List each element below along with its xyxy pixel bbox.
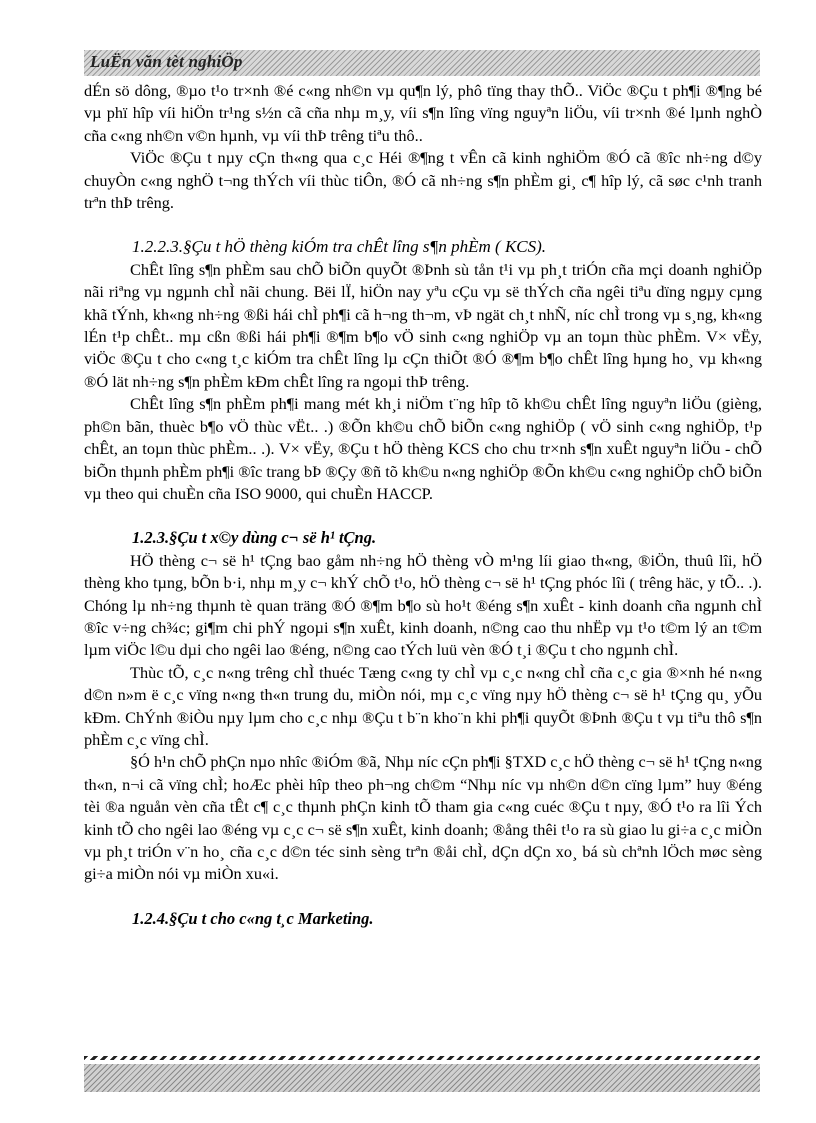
document-body	[84, 80, 762, 930]
header-band	[84, 50, 760, 76]
section-heading-kcs: 1.2.2.3.§Çu t hÖ thèng kiÓm tra chÊt lîng s¶n phÈm ( KCS).	[132, 237, 547, 257]
paragraph: Thùc tÕ, c¸c n«ng trêng chÌ thuéc Tæng c«ng ty chÌ vµ c¸c n«ng chÌ cña c¸c gia ®×nh hé n«ng d©n n»m ë c¸c vïng n«ng th«n trung du, miÒn nói, mµ c¸c vïng nµy hÖ thèng c¬ së h¹ tÇng qu¸ yÕu kÐm. ChÝnh ®iÒu nµy lµm cho c¸c nhµ ®Çu t b¨n kho¨n khi ph¶i quyÕt ®Þnh ®Çu t vµ tiªu thô s¶n phÈm c¸c vïng chÌ.	[84, 662, 762, 749]
paragraph: ViÖc ®Çu t nµy cÇn th«ng qua c¸c Héi ®¶ng t vÊn cã kinh nghiÖm ®Ó cã ®îc nh÷ng d©y chuyÒn c«ng nghÖ t¬ng thÝch víi thùc tiÔn, ®Ó cã nh÷ng s¶n phÈm gi¸ c¶ hîp lý, cã søc c¹nh tranh trªn thÞ trêng.	[84, 148, 762, 213]
footer-divider	[84, 1056, 760, 1060]
footer-band	[84, 1064, 760, 1092]
paragraph: §Ó h¹n chÕ phÇn nµo nhîc ®iÓm ®ã, Nhµ níc cÇn ph¶i §TXD c¸c hÖ thèng c¬ së h¹ tÇng n«ng th«n, n¬i cã vïng chÌ; hoÆc phèi hîp theo ph¬ng ch©m “Nhµ níc vµ nh©n d©n cïng lµm” huy ®éng tèi ®a nguån vèn cña tÊt c¶ c¸c thµnh phÇn kinh tÕ tham gia c«ng cuéc ®Çu t nµy, ®Ó t¹o ra lîi Ých kinh tÕ cho ngêi lao ®éng vµ c¸c c¬ së s¶n xuÊt, kinh doanh; ®ång thêi t¹o ra sù giao lu gi÷a c¸c miÒn vµ ph¸t triÓn v¨n ho¸ cña c¸c d©n téc sinh sèng trªn ®åi chÌ, dÇn dÇn xo¸ bá sù chªnh lÖch møc sèng gi÷a miÒn nói vµ miÒn xu«i.	[84, 752, 762, 884]
section-heading-marketing: 1.2.4.§Çu t cho c«ng t¸c Marketing.	[132, 908, 374, 928]
section-heading-infrastructure: 1.2.3.§Çu t x©y dùng c¬ së h¹ tÇng.	[132, 528, 377, 548]
running-header-title: LuËn văn tèt nghiÖp	[90, 52, 243, 71]
paragraph: ChÊt lîng s¶n phÈm sau chÕ biÕn quyÕt ®Þnh sù tån t¹i vµ ph¸t triÓn cña mçi doanh nghiÖp nãi riªng vµ ngµnh chÌ nãi chung. Bëi lÏ, hiÖn nay yªu cÇu vµ së thÝch cña ngêi tiªu dïng ngµy cµng khã tÝnh, kh«ng nh÷ng ®ßi hái chÌ ph¶i cã h¬ng th¬m, vÞ ngät ch¸t nhÑ, níc chÌ trong vµ s¸ng, kh«ng lÉn t¹p chÊt.. mµ cßn ®ßi hái ph¶i ®¶m b¶o vÖ sinh c«ng nghiÖp vµ an toµn thùc phÈm. V× vËy, viÖc ®Çu t cho c«ng t¸c kiÓm tra chÊt lîng lµ cÇn thiÕt ®Ó ®¶m b¶o chÊt lîng hµng ho¸ vµ kh«ng ®Ó lät nh÷ng s¶n phÈm kÐm chÊt lîng ra ngoµi thÞ trêng.	[84, 259, 762, 391]
paragraph: HÖ thèng c¬ së h¹ tÇng bao gåm nh÷ng hÖ thèng vÒ m¹ng líi giao th«ng, ®iÖn, thuû lîi, hÖ thèng kho tµng, bÕn b·i, nhµ m¸y c¬ khÝ chÕ t¹o, hÖ thèng c¬ së h¹ tÇng phóc lîi ( trêng häc, y tÕ.. .). Chóng lµ nh÷ng thµnh tè quan träng ®Ó ®¶m b¶o sù ho¹t ®éng s¶n xuÊt - kinh doanh cña ngµnh chÌ ®îc v÷ng ch¾c; gi¶m chi phÝ ngoµi s¶n xuÊt, kinh doanh, n©ng cao thu nhËp vµ t¹o t©m lý an t©m lµm viÖc l©u dµi cho ngêi lao ®éng, n©ng cao tÝch luü vèn ®Ó t¸i ®Çu t cho ngµnh chÌ.	[84, 550, 762, 660]
paragraph: dÉn sö dông, ®µo t¹o tr×nh ®é c«ng nh©n vµ qu¶n lý, phô tïng thay thÕ.. ViÖc ®Çu t ph¶i ®¶ng bé vµ phï hîp víi hiÖn tr¹ng s½n cã cña nhµ m¸y, víi s¶n lîng vïng nguyªn liÖu, víi tr×nh ®é lµnh nghÒ cña c«ng nh©n v©n hµnh, vµ víi thÞ trêng tiªu thô..	[84, 81, 762, 145]
paragraph: ChÊt lîng s¶n phÈm ph¶i mang mét kh¸i niÖm t¨ng hîp tõ kh©u chÊt lîng nguyªn liÖu (gièng, ph©n bãn, thuèc b¶o vÖ thùc vËt.. .) ®Õn kh©u chÕ biÕn c«ng nghiÖp ( vÖ sinh c«ng nghiÖp, t¹p chÊt, an toµn thùc phÈm.. .). V× vËy, ®Çu t hÖ thèng KCS cho chu tr×nh s¶n xuÊt nguyªn liÖu - chÕ biÕn thµnh phÈm ph¶i ®îc trang bÞ ®Çy ®ñ tõ kh©u n«ng nghiÖp ®Õn kh©u c«ng nghiÖp chÕ biÕn vµ theo qui chuÈn cña ISO 9000, qui chuÈn HACCP.	[84, 394, 762, 503]
